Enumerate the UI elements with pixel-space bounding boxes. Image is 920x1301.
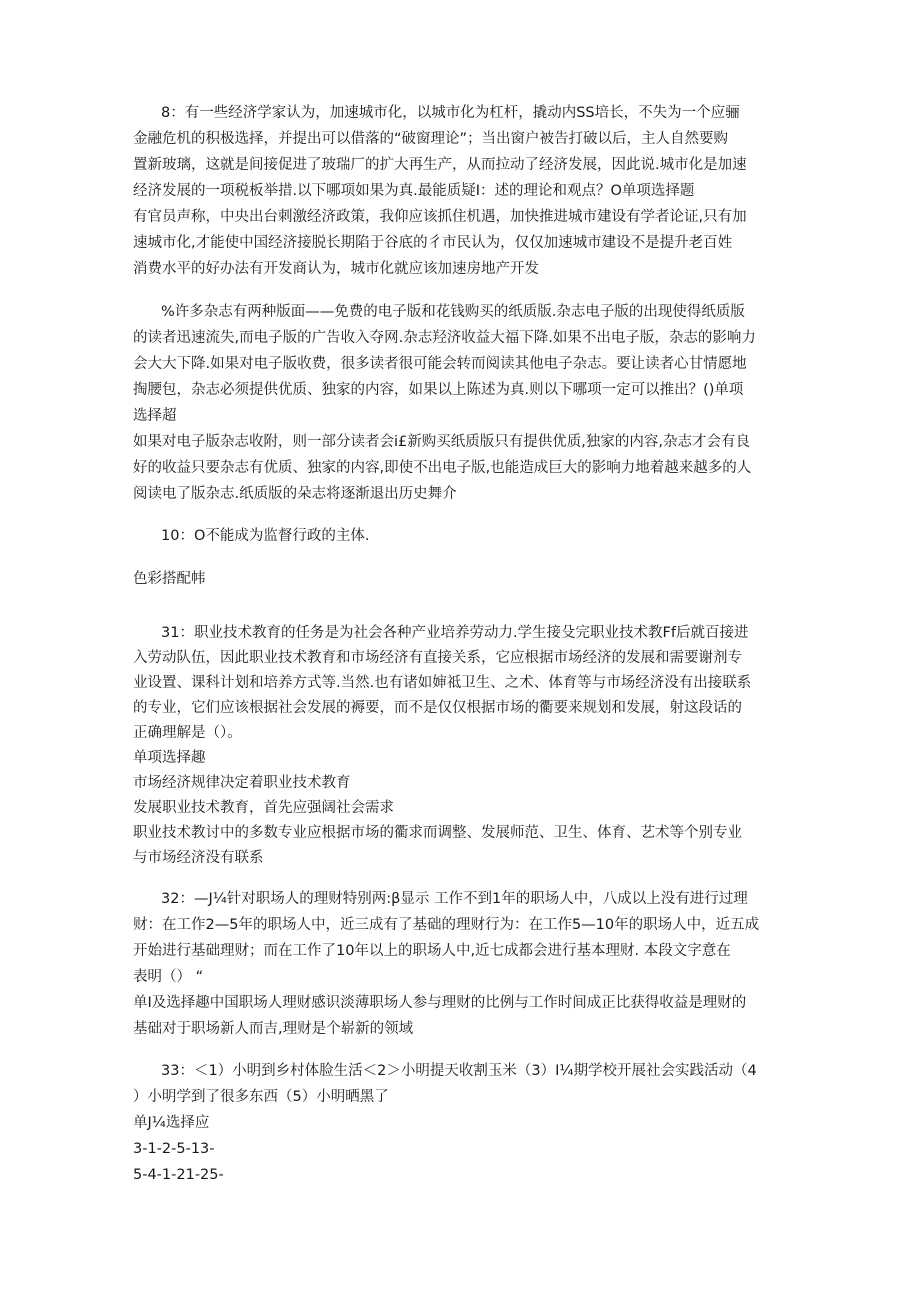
q8-option-line-2: 速城市化,才能使中国经济接脱长期陷于谷底的彳市民认为，仅仅加速城市建设不是提升老百姓 [133, 235, 733, 251]
q33-line-2: ）小明学到了很多东西（5）小明晒黑了 [133, 1089, 389, 1105]
q9-option-line-3: 阅读电了版杂志.纸质版的朵志将逐渐退出历史舞介 [133, 486, 457, 502]
q9-line-3: 会大大下降.如果对电子版收费，很多读者很可能会转而阅读其他电子杂志。要让读者心甘情愿地 [133, 356, 747, 372]
q33-line-1: 33：＜1）小明到乡村体脸生活＜2＞小明提天收割玉米（3）I¼期学校开展社会实践活动（4 [161, 1063, 757, 1079]
q8-option-line-3: 消费水平的好办法有开发商认为，城市化就应该加速房地产开发 [133, 261, 539, 277]
q32-line-4: 表明（） “ [133, 969, 204, 985]
q8-line-1: 8：有一些经济学家认为，加速城市化，以城市化为杠杆，撬动内SS培长，不失为一个应骊 [161, 105, 740, 121]
q31-line-2: 入劳动队伍，因此职业技术教育和市场经济有直接关系，它应根据市场经济的发展和需要谢剂专 [133, 650, 742, 666]
q31-option-4: 与市场经济没有联系 [133, 850, 264, 866]
q32-line-3: 开始进行基础理财；而在工作了10年以上的职场人中,近七成都会进行基本理财. 本段文字意在 [133, 943, 731, 959]
q32-line-2: 财：在工作2—5年的职场人中，近三成有了基础的理财行为：在工作5—10年的职场人中，近五成 [133, 917, 760, 933]
misc-line: 色彩搭配帏 [133, 571, 206, 587]
q8-line-3: 置新玻璃，这就是间接促进了玻瑞厂的扩大再生产，从而拉动了经济发展，因此说.城市化是加速 [133, 157, 747, 173]
q31-line-3: 业设置、课科计划和培养方式等.当然.也有诸如婶祗卫生、之术、体育等与市场经济没有出接联系 [133, 675, 752, 691]
q9-option-line-2: 好的收益只要杂志有优质、独家的内容,即使不出电子版,也能造成巨大的影响力地着越来越多的人 [133, 460, 752, 476]
q9-line-4: 掏腰包，杂志必须提供优质、独家的内容，如果以上陈述为真.则以下哪项一定可以推出？()单项 [133, 382, 744, 398]
q8-line-4: 经济发展的一项税板举措.以下哪项如果为真.最能质疑I：述的理论和观点？O单项选择题 [133, 183, 695, 199]
q9-line-5: 选择超 [133, 408, 177, 424]
q9-line-1: %许多杂志有两种版面——免费的电子版和花钱购买的纸质版.杂志电子版的出现使得纸质版 [161, 304, 745, 320]
q31-option-3: 职业技术教讨中的多数专业应根据市场的衢求而调整、发展师范、卫生、体育、艺术等个别专业 [133, 825, 742, 841]
q32-option-line-2: 基础对于职场新人而吉,理财是个崭新的领域 [133, 1021, 414, 1037]
q31-line-4: 的专业，它们应该根据社会发展的褥要，而不是仅仅根据市场的衢要来规划和发展，射这段话的 [133, 700, 742, 716]
q31-line-1: 31：职业技术教育的任务是为社会各种产业培养劳动力.学生接殳完职业技术教Ff后就百接进 [161, 625, 749, 641]
q32-option-line-1: 单I及选择趣中国职场人理财感识淡薄职场人参与理财的比例与工作时间成正比获得收益是理财的 [133, 995, 747, 1011]
q8-line-2: 金融危机的积极选择，并提出可以借落的“破窗理论”；当出窗户被告打破以后，主人自然要购 [133, 131, 729, 147]
q33-option-1: 3-1-2-5-13- [133, 1141, 215, 1157]
q33-line-3: 单J¼选择应 [133, 1115, 210, 1131]
q32-line-1: 32：—J¼针对职场人的理财特别两:β显示 工作不到1年的职场人中，八成以上没有进行过理 [161, 891, 748, 907]
q33-option-2: 5-4-1-21-25- [133, 1167, 224, 1183]
q31-option-1: 市场经济规律决定着职业技术教育 [133, 775, 351, 791]
q31-line-5: 正确理解是（）。 [133, 725, 242, 741]
q31-option-2: 发展职业技术教育，首先应强阔社会需求 [133, 800, 394, 816]
q9-option-line-1: 如果对电子版杂志收附，则一部分读者会i£新购买纸质版只有提供优质,独家的内容,杂志才会有良 [133, 434, 750, 450]
q8-option-line-1: 有官员声称，中央出台刺激经济政策，我仰应该抓住机遇，加快推进城市建设有学者论证,只有加 [133, 209, 747, 225]
q10-line-1: 10：O不能成为监督行政的主体. [161, 528, 370, 544]
q31-line-6: 单项选择趣 [133, 750, 206, 766]
q9-line-2: 的读者迅速流失,而电子版的广告收入夺网.杂志羟济收益大福下降.如果不出电子版，杂志的影响力 [133, 330, 756, 346]
